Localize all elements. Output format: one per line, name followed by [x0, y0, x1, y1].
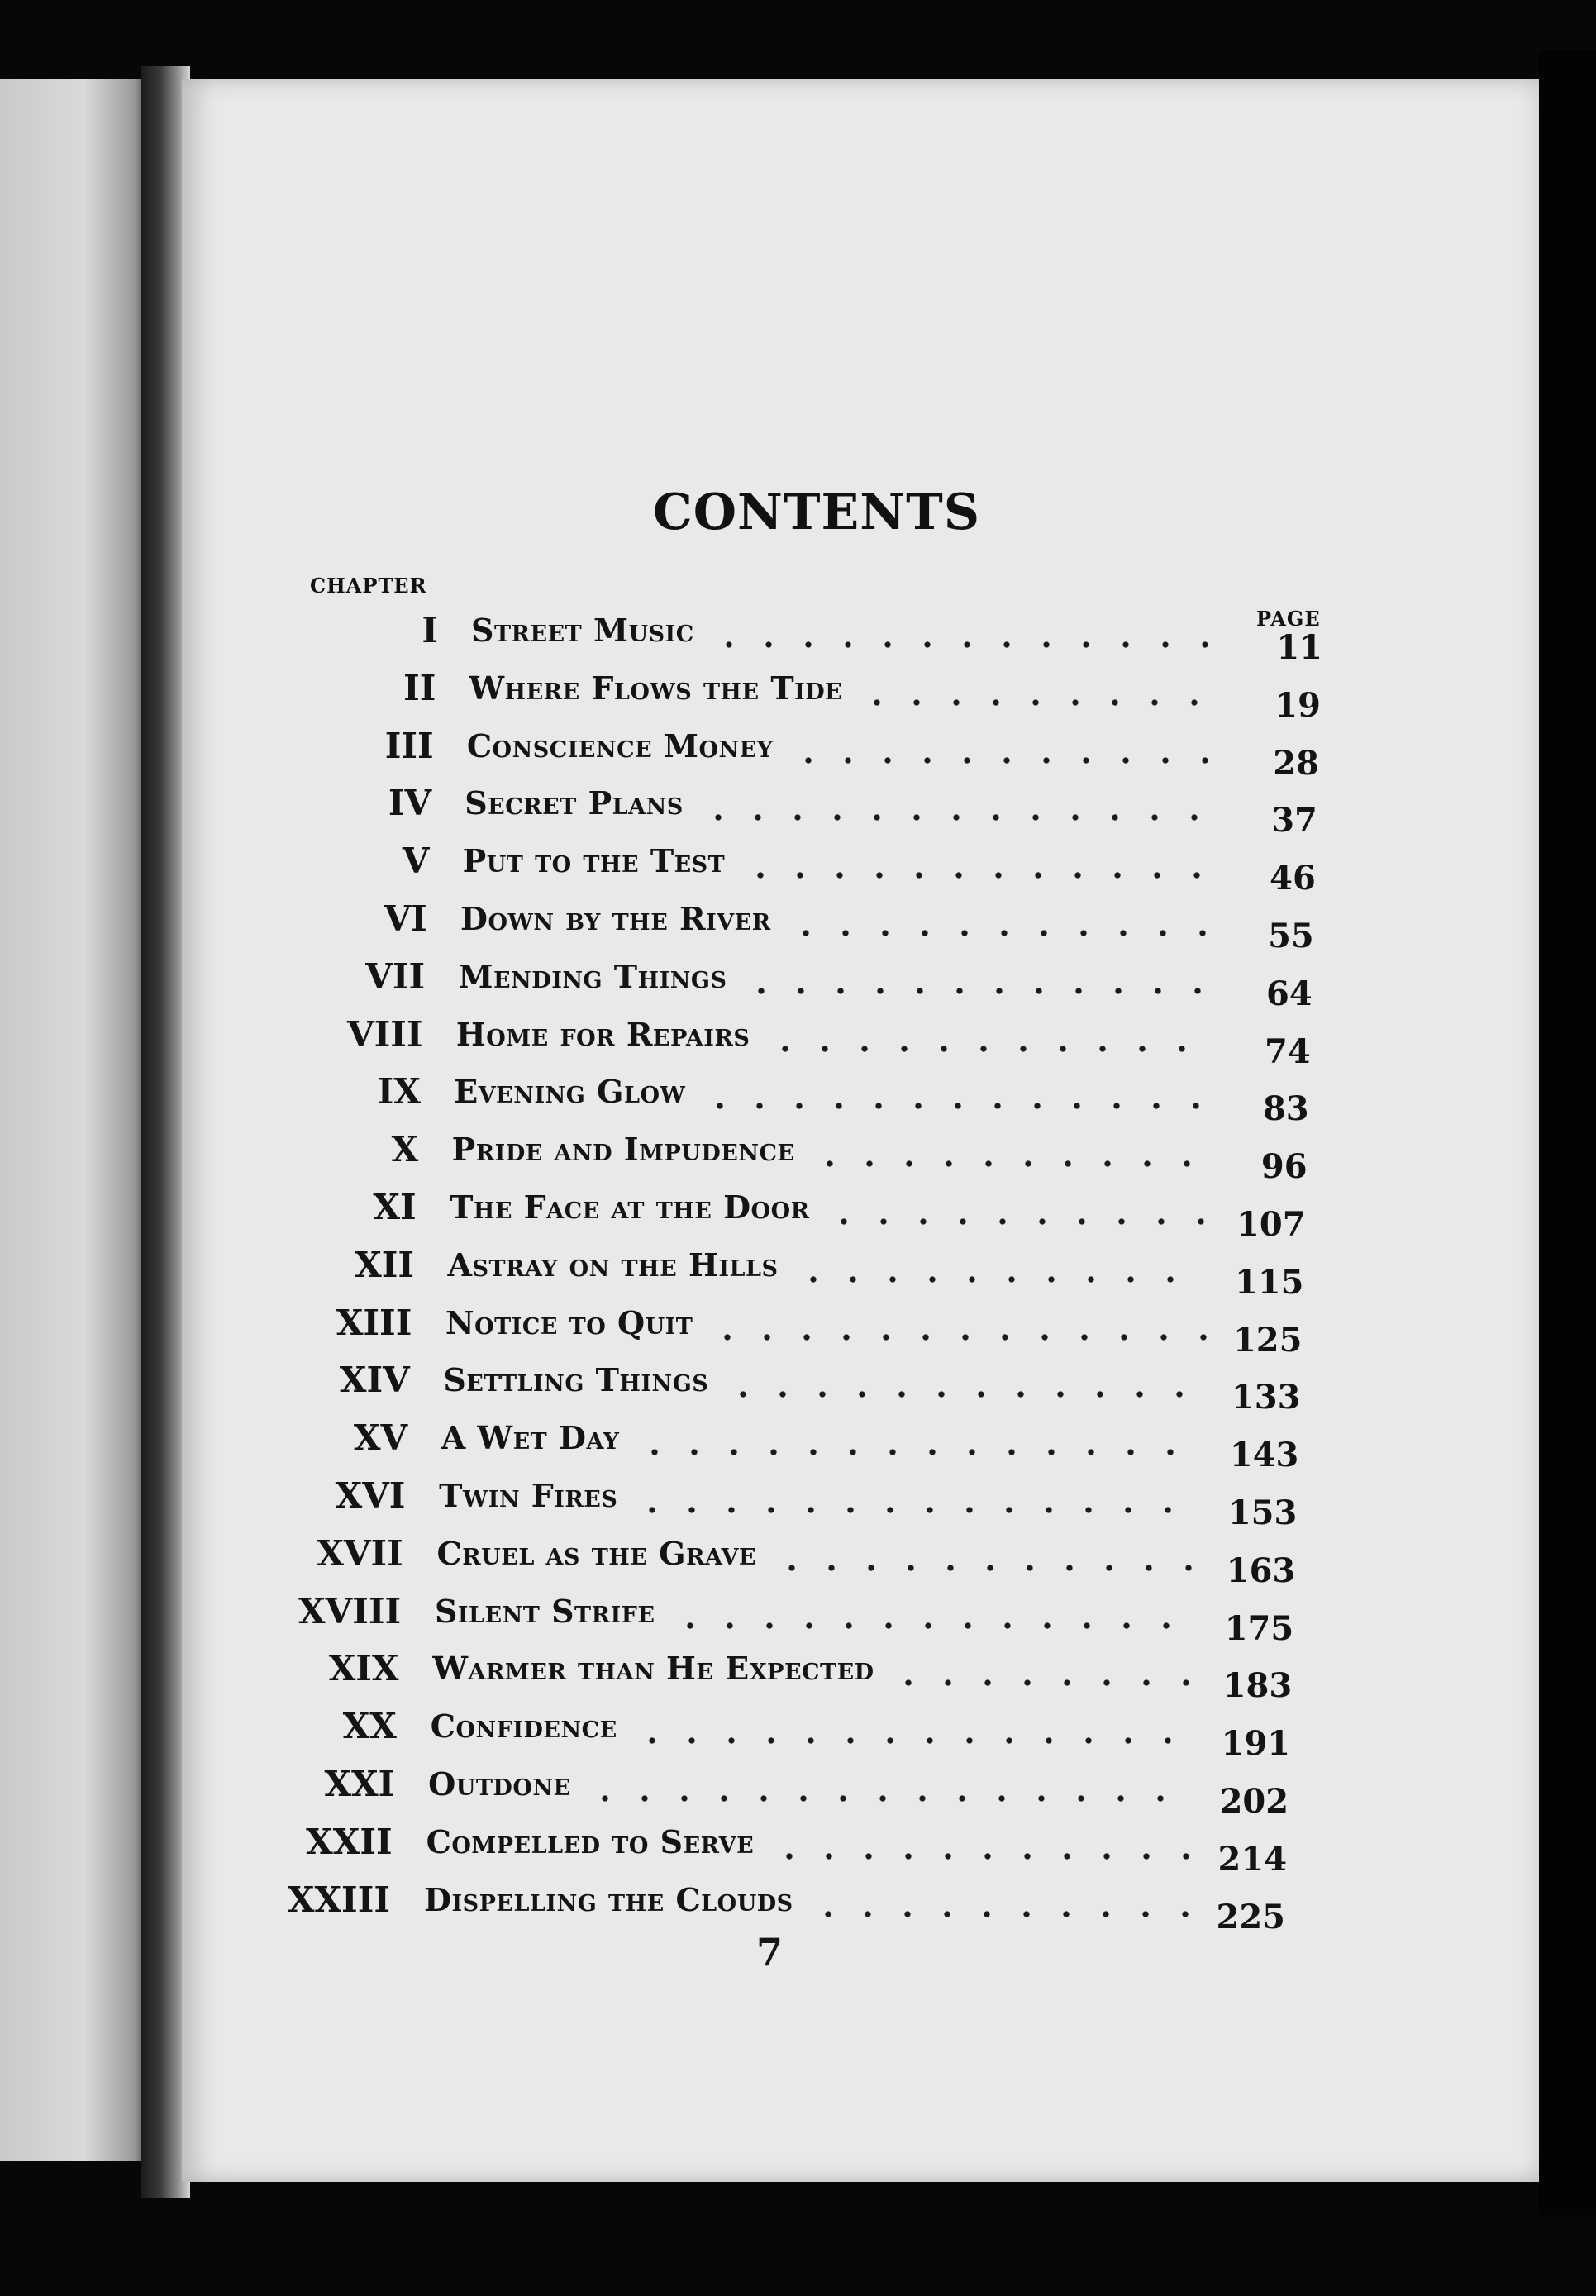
chapter-number: V	[402, 841, 430, 882]
page-number-ref: 11	[1276, 628, 1322, 667]
chapter-number: XVII	[317, 1532, 403, 1574]
toc-entry	[0, 1475, 1596, 1532]
chapter-number: I	[422, 610, 438, 650]
page-number-ref: 37	[1271, 801, 1317, 841]
toc-entry	[0, 1071, 1596, 1129]
chapter-title: Confidence	[430, 1708, 617, 1746]
chapter-title: Conscience Money	[466, 726, 774, 765]
toc-entry	[0, 898, 1596, 955]
chapter-title: The Face at the Door	[450, 1188, 810, 1226]
toc-entry	[0, 955, 1596, 1013]
leader-dots	[670, 1621, 1186, 1631]
page-number-ref: 183	[1222, 1666, 1293, 1706]
page-number-ref: 115	[1235, 1262, 1304, 1302]
leader-dots	[632, 1505, 1188, 1515]
chapter-title: Down by the River	[460, 900, 771, 937]
chapter-column-header: CHAPTER	[310, 574, 427, 598]
toc-entry	[0, 1244, 1596, 1302]
page-number-ref: 96	[1260, 1147, 1308, 1187]
chapter-number: XX	[342, 1706, 397, 1747]
page-title: CONTENTS	[653, 483, 981, 541]
leader-dots	[709, 640, 1225, 650]
chapter-title: Settling Things	[443, 1361, 709, 1399]
page-number-ref: 133	[1231, 1378, 1301, 1417]
toc-entry	[0, 610, 1596, 667]
page-number-ref: 74	[1265, 1031, 1311, 1071]
page-column-header: PAGE	[1256, 607, 1321, 631]
chapter-title: Warmer than He Expected	[432, 1650, 874, 1688]
leader-dots	[698, 812, 1214, 822]
page-number-ref: 83	[1262, 1089, 1309, 1129]
chapter-number: XI	[373, 1187, 417, 1227]
page-number-ref: 28	[1273, 743, 1319, 783]
leader-dots	[793, 1274, 1190, 1284]
chapter-title: A Wet Day	[441, 1419, 620, 1457]
chapter-title: Secret Plans	[465, 784, 684, 822]
leader-dots	[889, 1678, 1206, 1688]
leader-dots	[824, 1217, 1221, 1227]
leader-dots	[741, 986, 1217, 996]
leader-dots	[788, 755, 1225, 765]
chapter-number: VI	[384, 898, 427, 939]
toc-entry	[0, 1360, 1596, 1417]
page-number-ref: 125	[1232, 1320, 1303, 1360]
leader-dots	[723, 1389, 1199, 1399]
toc-entry	[0, 841, 1596, 898]
chapter-number: XXII	[306, 1821, 393, 1862]
toc-entry	[0, 1706, 1596, 1764]
page-number-ref: 143	[1229, 1436, 1299, 1475]
chapter-title: Pride and Impudence	[451, 1131, 795, 1169]
page-number-ref: 55	[1268, 917, 1314, 955]
page-number-ref: 163	[1226, 1551, 1296, 1590]
chapter-number: XII	[355, 1244, 414, 1285]
leader-dots	[808, 1909, 1205, 1919]
toc-entry	[0, 1590, 1596, 1648]
leader-dots	[857, 698, 1214, 707]
leader-dots	[707, 1332, 1223, 1342]
chapter-number: VIII	[347, 1013, 423, 1055]
chapter-title: Street Music	[471, 612, 694, 649]
page-number-ref: 214	[1217, 1839, 1288, 1879]
chapter-number: IX	[377, 1071, 421, 1112]
toc-entry	[0, 1764, 1596, 1821]
leader-dots	[765, 1044, 1202, 1054]
chapter-title: Where Flows the Tide	[469, 669, 843, 707]
chapter-title: Notice to Quit	[445, 1303, 693, 1341]
leader-dots	[700, 1101, 1216, 1111]
page-number-ref: 64	[1266, 974, 1313, 1013]
chapter-title: Mending Things	[458, 957, 727, 995]
page-number: 7	[756, 1930, 784, 1974]
toc-entry	[0, 1821, 1596, 1879]
leader-dots	[810, 1159, 1207, 1169]
chapter-number: III	[384, 725, 434, 766]
leader-dots	[741, 870, 1217, 880]
chapter-number: XIV	[339, 1360, 410, 1401]
page-number-ref: 175	[1224, 1608, 1294, 1648]
toc-entry	[0, 1302, 1596, 1360]
toc-entry	[0, 1648, 1596, 1706]
page-number-ref: 107	[1236, 1205, 1306, 1244]
chapter-number: X	[391, 1129, 419, 1170]
chapter-number: XVI	[335, 1475, 406, 1516]
chapter-number: XXIII	[287, 1879, 390, 1920]
chapter-title: Home for Repairs	[455, 1015, 750, 1053]
chapter-number: VII	[365, 955, 426, 997]
page-number-ref: 191	[1221, 1724, 1291, 1764]
page-number-ref: 202	[1219, 1782, 1289, 1821]
leader-dots	[772, 1563, 1208, 1573]
toc-entry	[0, 725, 1596, 783]
chapter-number: II	[403, 667, 436, 708]
leader-dots	[635, 1447, 1190, 1457]
chapter-title: Outdone	[428, 1765, 571, 1803]
chapter-number: XV	[353, 1417, 408, 1459]
chapter-title: Cruel as the Grave	[436, 1534, 757, 1572]
chapter-title: Compelled to Serve	[426, 1822, 755, 1860]
chapter-title: Silent Strife	[434, 1592, 655, 1630]
leader-dots	[632, 1736, 1188, 1746]
toc-entry	[0, 1187, 1596, 1244]
page-number-ref: 225	[1216, 1897, 1285, 1936]
chapter-title: Dispelling the Clouds	[424, 1880, 793, 1918]
toc-entry	[0, 1417, 1596, 1475]
page-number-ref: 46	[1270, 859, 1316, 898]
page-number-ref: 153	[1227, 1493, 1298, 1532]
chapter-title: Put to the Test	[462, 842, 726, 880]
chapter-title: Evening Glow	[454, 1073, 686, 1111]
toc-entry	[0, 1129, 1596, 1187]
toc-entry	[0, 1013, 1596, 1071]
chapter-title: Twin Fires	[439, 1477, 618, 1514]
chapter-number: XVIII	[298, 1590, 402, 1631]
chapter-title: Astray on the Hills	[447, 1246, 779, 1284]
leader-dots	[786, 928, 1222, 938]
chapter-number: IV	[388, 783, 432, 824]
page-number-ref: 19	[1274, 685, 1321, 725]
toc-entry	[0, 783, 1596, 841]
leader-dots	[585, 1793, 1180, 1803]
chapter-number: XXI	[324, 1764, 395, 1804]
toc-entry	[0, 667, 1596, 725]
toc-entry	[0, 1532, 1596, 1590]
leader-dots	[769, 1851, 1206, 1861]
chapter-number: XIII	[336, 1302, 412, 1343]
chapter-number: XIX	[328, 1648, 399, 1689]
toc-entry	[0, 1879, 1596, 1936]
